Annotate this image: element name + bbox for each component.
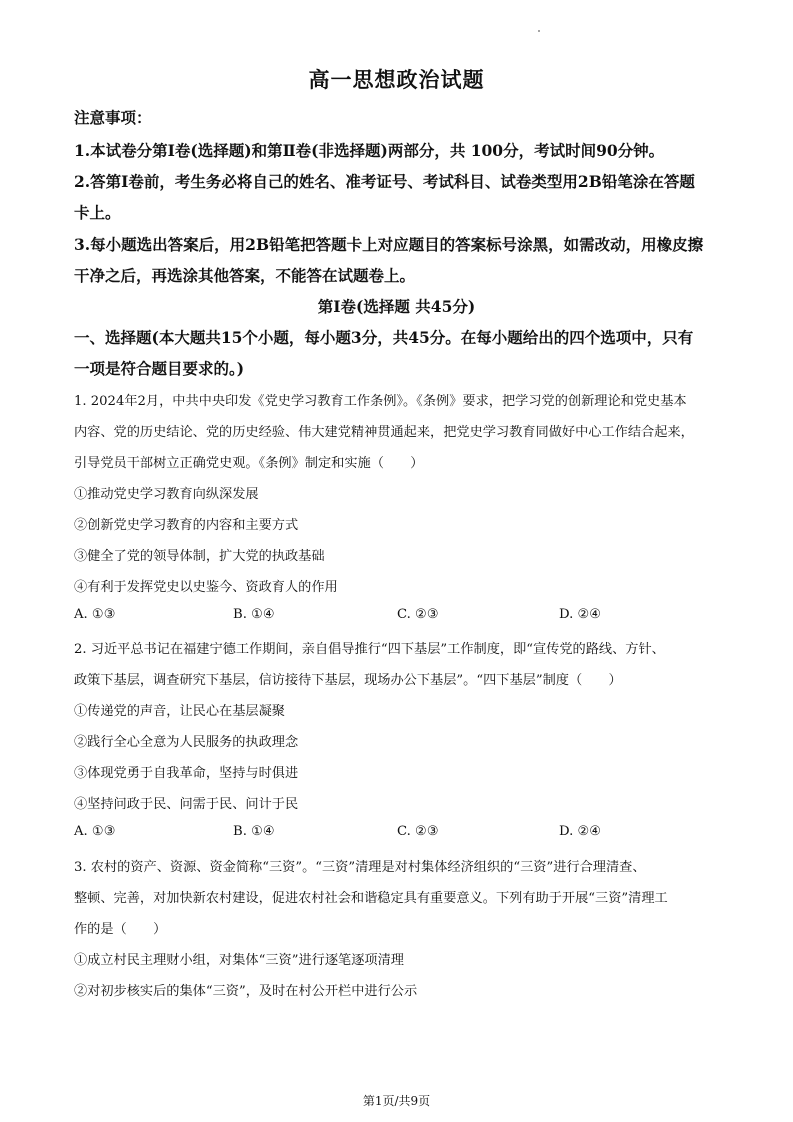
page-footer: 第1页/共9页 <box>362 1094 431 1108</box>
question-2-statement: ①传递党的声音，让民心在基层凝聚 <box>74 704 285 719</box>
page-title: 高一思想政治试题 <box>308 67 485 92</box>
notice-line: 3.每小题选出答案后，用2B铅笔把答题卡上对应题目的答案标号涂黑，如需改动，用橡皮擦 <box>74 235 704 254</box>
question-3-statement: ①成立村民主理财小组，对集体“三资”进行逐笔逐项清理 <box>74 953 404 968</box>
notice-line: 2.答第Ⅰ卷前，考生务必将自己的姓名、准考证号、考试科目、试卷类型用2B铅笔涂在答题 <box>74 172 695 191</box>
question-2-options <box>74 824 734 842</box>
question-1-statement: ②创新党史学习教育的内容和主要方式 <box>74 518 299 533</box>
part1-instructions: 一、选择题(本大题共15个小题，每小题3分，共45分。在每小题给出的四个选项中，只有 <box>74 328 694 347</box>
question-2-stem: 政策下基层，调查研究下基层，信访接待下基层，现场办公下基层”。“四下基层”制度（ ） <box>74 673 622 688</box>
part1-heading: 第Ⅰ卷(选择题 共45分) <box>317 297 476 316</box>
question-1-statement: ③健全了党的领导体制，扩大党的执政基础 <box>74 549 325 564</box>
option-d[interactable]: D. ②④ <box>559 607 602 622</box>
question-1-options <box>74 607 734 625</box>
option-b[interactable]: B. ①④ <box>233 607 275 622</box>
option-b[interactable]: B. ①④ <box>233 824 275 839</box>
question-1-statement: ④有利于发挥党史以史鉴今、资政育人的作用 <box>74 580 338 595</box>
scan-speck <box>538 30 540 32</box>
notice-line: 卡上。 <box>74 203 121 222</box>
question-1-stem: 引导党员干部树立正确党史观。《条例》制定和实施（ ） <box>74 456 424 471</box>
option-d[interactable]: D. ②④ <box>559 824 602 839</box>
question-3-statement: ②对初步核实后的集体“三资”，及时在村公开栏中进行公示 <box>74 984 418 999</box>
question-1-stem: 1. 2024年2月，中共中央印发《党史学习教育工作条例》。《条例》要求，把学习党的创新理论和党史基本 <box>74 394 687 409</box>
question-1-statement: ①推动党史学习教育向纵深发展 <box>74 487 259 502</box>
question-1-stem: 内容、党的历史结论、党的历史经验、伟大建党精神贯通起来，把党史学习教育同做好中心工作结合起来， <box>74 425 694 440</box>
question-2-statement: ②践行全心全意为人民服务的执政理念 <box>74 735 299 750</box>
question-2-stem: 2. 习近平总书记在福建宁德工作期间，亲自倡导推行“四下基层”工作制度，即“宣传党的路线、方针、 <box>74 642 665 657</box>
question-3-stem: 整顿、完善，对加快新农村建设，促进农村社会和谐稳定具有重要意义。下列有助于开展“三资”清理工 <box>74 891 668 906</box>
question-3-stem: 3. 农村的资产、资源、资金简称“三资”。“三资”清理是对村集体经济组织的“三资”进行合理清查、 <box>74 860 646 875</box>
option-c[interactable]: C. ②③ <box>397 607 439 622</box>
option-a[interactable]: A. ①③ <box>74 607 116 622</box>
option-c[interactable]: C. ②③ <box>397 824 439 839</box>
question-3-stem: 作的是（ ） <box>74 922 167 937</box>
part1-instructions: 一项是符合题目要求的。) <box>74 359 245 378</box>
notice-line: 干净之后，再选涂其他答案，不能答在试题卷上。 <box>74 266 416 285</box>
notice-heading: 注意事项： <box>74 108 152 127</box>
notice-line: 1.本试卷分第Ⅰ卷(选择题)和第Ⅱ卷(非选择题)两部分，共 100分，考试时间90分钟。 <box>74 141 665 160</box>
question-2-statement: ④坚持问政于民、问需于民、问计于民 <box>74 797 299 812</box>
question-2-statement: ③体现党勇于自我革命，坚持与时俱进 <box>74 766 299 781</box>
option-a[interactable]: A. ①③ <box>74 824 116 839</box>
